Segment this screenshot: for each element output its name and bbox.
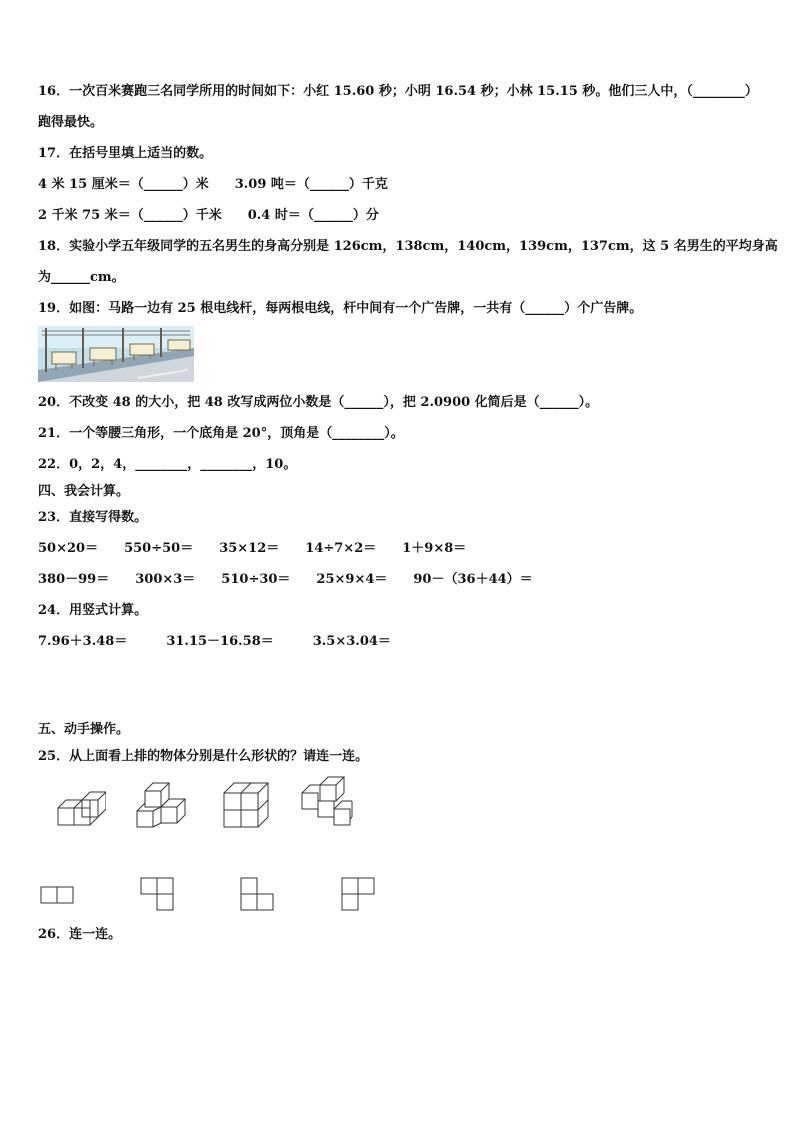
top-view-shape-1 [40, 886, 76, 906]
cube-figure-1 [56, 782, 106, 828]
q23-title: 23．直接写得数。 [38, 510, 148, 525]
q16-line1: 16．一次百米赛跑三名同学所用的时间如下：小红 15.60 秒；小明 16.54 秒；小林 15.15 秒。他们三人中，（________） [38, 84, 758, 99]
q23-row1: 50×20＝ 550÷50＝ 35×12＝ 14÷7×2＝ 1＋9×8＝ [38, 541, 467, 556]
q24-row1: 7.96＋3.48＝ 31.15－16.58＝ 3.5×3.04＝ [38, 634, 391, 649]
q16-line2: 跑得最快。 [38, 115, 104, 130]
section5-heading: 五、动手操作。 [38, 722, 130, 737]
q18-line2: 为______cm。 [38, 270, 125, 285]
cube-figure-2 [135, 780, 187, 830]
cube-figure-3 [222, 781, 272, 829]
q19-line1: 19．如图：马路一边有 25 根电线杆，每两根电线，杆中间有一个广告牌，一共有（______）个广告牌。 [38, 301, 643, 316]
q25-text: 25．从上面看上排的物体分别是什么形状的？请连一连。 [38, 749, 369, 764]
cube-figure-4 [300, 775, 354, 829]
q22-text: 22．0，2，4，________，________，10。 [38, 457, 297, 472]
q17-title: 17．在括号里填上适当的数。 [38, 146, 213, 161]
q26-text: 26．连一连。 [38, 927, 122, 942]
q17-row1: 4 米 15 厘米＝（______）米 3.09 吨＝（______）千克 [38, 177, 388, 192]
section4-heading: 四、我会计算。 [38, 484, 130, 499]
top-view-shape-4 [341, 877, 377, 913]
q19-road-billboard-figure [38, 326, 194, 382]
q21-text: 21．一个等腰三角形，一个底角是 20°，顶角是（________）。 [38, 426, 404, 441]
q24-title: 24．用竖式计算。 [38, 603, 148, 618]
top-view-shape-3 [240, 877, 276, 913]
q23-row2: 380－99＝ 300×3＝ 510÷30＝ 25×9×4＝ 90－（36＋44）＝ [38, 572, 533, 587]
q17-row2: 2 千米 75 米＝（______）千米 0.4 时＝（______）分 [38, 208, 379, 223]
top-view-shape-2 [140, 877, 176, 913]
q18-line1: 18．实验小学五年级同学的五名男生的身高分别是 126cm，138cm，140cm，139cm，137cm，这 5 名男生的平均身高 [38, 239, 778, 254]
q20-text: 20．不改变 48 的大小，把 48 改写成两位小数是（______），把 2.0900 化简后是（______）。 [38, 395, 599, 410]
